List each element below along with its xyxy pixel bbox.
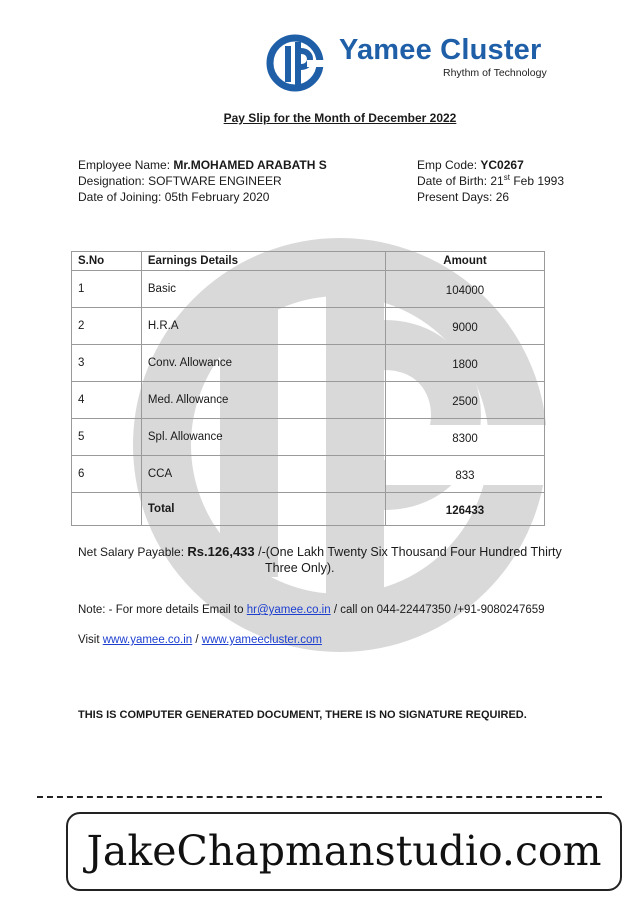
- dob-label: Date of Birth:: [417, 174, 488, 188]
- visit-prefix: Visit: [78, 634, 103, 646]
- dob-rest: Feb 1993: [513, 174, 565, 188]
- row-amount: 104000: [385, 271, 544, 308]
- employee-name: Mr.MOHAMED ARABATH S: [173, 158, 327, 172]
- table-row: [72, 419, 545, 456]
- studio-watermark-text: JakeChapmanstudio.com: [86, 827, 602, 875]
- net-salary-words-line2: Three Only).: [265, 561, 335, 575]
- designation-value: SOFTWARE ENGINEER: [148, 174, 282, 188]
- row-detail: H.R.A: [141, 308, 385, 345]
- total-empty-cell: [72, 493, 142, 526]
- designation-label: Designation:: [78, 174, 145, 188]
- row-amount: 8300: [385, 419, 544, 456]
- table-row: [72, 308, 545, 345]
- note-prefix: Note: - For more details Email to: [78, 604, 247, 616]
- row-sno: 6: [72, 456, 142, 493]
- total-amount: 126433: [385, 493, 544, 526]
- row-amount: 833: [385, 456, 544, 493]
- employee-info-left: [78, 157, 327, 205]
- header-sno: S.No: [72, 252, 142, 271]
- visit-links: [78, 634, 322, 646]
- net-salary-label: Net Salary Payable:: [78, 545, 185, 559]
- row-detail: Spl. Allowance: [141, 419, 385, 456]
- hr-email-link[interactable]: hr@yamee.co.in: [246, 604, 331, 616]
- joining-label: Date of Joining:: [78, 190, 162, 204]
- row-amount: 2500: [385, 382, 544, 419]
- header-amount: Amount: [385, 252, 544, 271]
- note-suffix: / call on 044-22447350 /+91-9080247659: [330, 604, 545, 616]
- net-salary-amount: Rs.126,433: [187, 544, 255, 559]
- contact-note: [78, 604, 545, 616]
- row-detail: CCA: [141, 456, 385, 493]
- yameecluster-website-link[interactable]: www.yameecluster.com: [201, 634, 322, 646]
- emp-code-label: Emp Code:: [417, 158, 478, 172]
- table-row: [72, 456, 545, 493]
- employee-name-label: Employee Name:: [78, 158, 171, 172]
- present-days-value: 26: [495, 190, 510, 204]
- header-earnings-details: Earnings Details: [141, 252, 385, 271]
- company-logo-icon: [265, 33, 325, 93]
- dob-suffix: st: [503, 173, 510, 182]
- row-sno: 4: [72, 382, 142, 419]
- row-sno: 1: [72, 271, 142, 308]
- net-salary: [78, 544, 578, 575]
- row-sno: 2: [72, 308, 142, 345]
- yamee-website-link[interactable]: www.yamee.co.in: [102, 634, 193, 646]
- row-sno: 5: [72, 419, 142, 456]
- total-row: [72, 493, 545, 526]
- table-row: [72, 382, 545, 419]
- document-title: Pay Slip for the Month of December 2022: [223, 111, 457, 125]
- emp-code-value: YC0267: [480, 158, 524, 172]
- row-amount: 1800: [385, 345, 544, 382]
- visit-separator: /: [192, 634, 202, 646]
- joining-value: 05th February 2020: [164, 190, 270, 204]
- present-days-label: Present Days:: [417, 190, 493, 204]
- row-detail: Med. Allowance: [141, 382, 385, 419]
- table-row: [72, 345, 545, 382]
- table-header-row: [72, 252, 545, 271]
- row-detail: Conv. Allowance: [141, 345, 385, 382]
- table-row: [72, 271, 545, 308]
- net-salary-words-line1: /-(One Lakh Twenty Six Thousand Four Hundred Thirty: [254, 545, 562, 559]
- total-label: Total: [141, 493, 385, 526]
- company-name: Yamee Cluster: [339, 34, 542, 66]
- dashed-divider: [37, 796, 602, 798]
- disclaimer: THIS IS COMPUTER GENERATED DOCUMENT, THERE IS NO SIGNATURE REQUIRED.: [78, 709, 527, 721]
- company-tagline: Rhythm of Technology: [443, 67, 547, 79]
- row-amount: 9000: [385, 308, 544, 345]
- employee-info-right: [417, 157, 564, 205]
- row-sno: 3: [72, 345, 142, 382]
- earnings-table: [71, 251, 545, 526]
- row-detail: Basic: [141, 271, 385, 308]
- dob-day: 21: [490, 174, 504, 188]
